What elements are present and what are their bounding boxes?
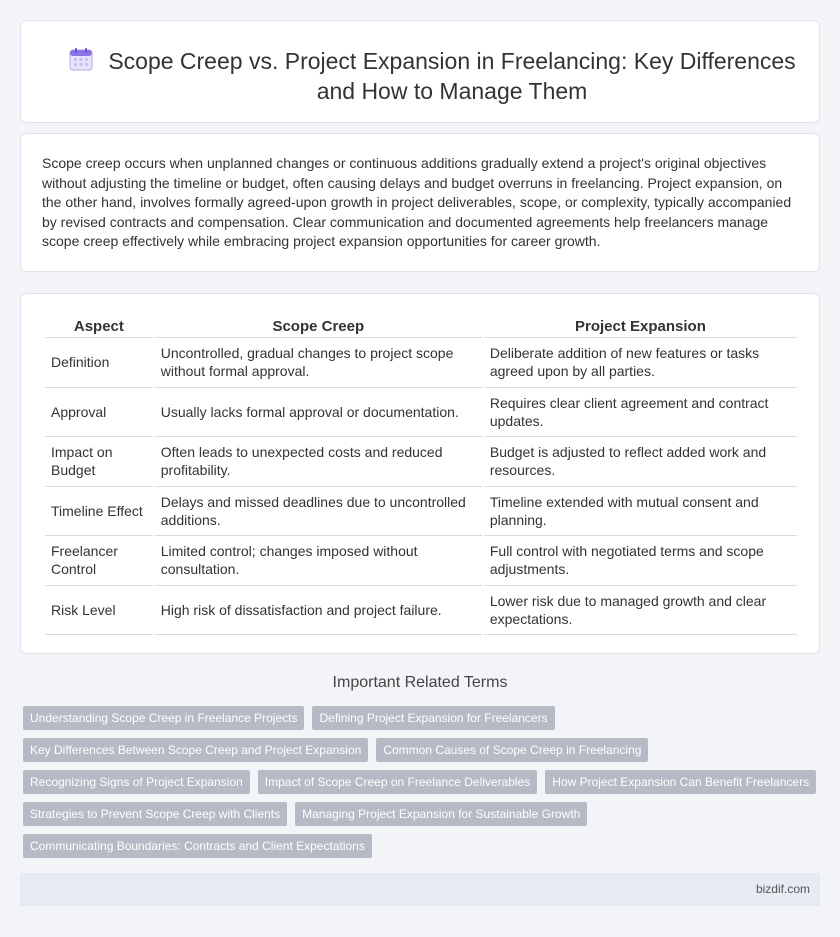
header-scope-creep: Scope Creep [155, 315, 482, 338]
table-row [45, 536, 797, 586]
row-aspect: Freelancer Control [45, 536, 153, 586]
row-scope-creep: Often leads to unexpected costs and reduced profitability. [155, 437, 482, 487]
related-term-tag[interactable]: Communicating Boundaries: Contracts and Client Expectations [23, 834, 372, 858]
row-scope-creep: Uncontrolled, gradual changes to project scope without formal approval. [155, 338, 482, 388]
comparison-table-card [20, 293, 820, 654]
related-term-tag[interactable]: Impact of Scope Creep on Freelance Deliverables [258, 770, 537, 794]
row-aspect: Risk Level [45, 586, 153, 636]
table-row [45, 437, 797, 487]
summary-text: Scope creep occurs when unplanned changes or continuous additions gradually extend a project's original objectives without adjusting the timeline or budget, often causing delays and budget overruns in freelancing. Project expansion, on the other hand, involves formally agreed-upon growth in project deliverables, scope, or complexity, typically accompanied by revised contracts and compensation. Clear communication and documented agreements help freelancers manage scope creep effectively while embracing project expansion opportunities for career growth. [42, 155, 792, 249]
related-term-tag[interactable]: Recognizing Signs of Project Expansion [23, 770, 250, 794]
table-row [45, 338, 797, 388]
summary-card [20, 133, 820, 272]
table-row [45, 487, 797, 537]
row-aspect: Timeline Effect [45, 487, 153, 537]
footer-site-link[interactable]: bizdif.com [755, 882, 810, 896]
related-terms-list [23, 706, 823, 858]
related-term-tag[interactable]: Managing Project Expansion for Sustainable Growth [295, 802, 587, 826]
related-term-tag[interactable]: Strategies to Prevent Scope Creep with Clients [23, 802, 287, 826]
row-project-expansion: Full control with negotiated terms and scope adjustments. [484, 536, 797, 586]
comparison-table [43, 315, 799, 635]
related-term-tag[interactable]: How Project Expansion Can Benefit Freelancers [545, 770, 816, 794]
related-term-tag[interactable]: Defining Project Expansion for Freelancers [312, 706, 554, 730]
row-aspect: Definition [45, 338, 153, 388]
row-project-expansion: Deliberate addition of new features or tasks agreed upon by all parties. [484, 338, 797, 388]
row-project-expansion: Lower risk due to managed growth and clear expectations. [484, 586, 797, 636]
footer [20, 873, 820, 906]
page-title: Scope Creep vs. Project Expansion in Freelancing: Key Differences and How to Manage Them [108, 48, 796, 104]
row-scope-creep: Delays and missed deadlines due to uncontrolled additions. [155, 487, 482, 537]
table-row [45, 586, 797, 636]
row-aspect: Impact on Budget [45, 437, 153, 487]
row-aspect: Approval [45, 388, 153, 438]
table-header-row [45, 315, 797, 338]
header-project-expansion: Project Expansion [484, 315, 797, 338]
table-row [45, 388, 797, 438]
row-scope-creep: Limited control; changes imposed without consultation. [155, 536, 482, 586]
related-term-tag[interactable]: Common Causes of Scope Creep in Freelancing [376, 738, 648, 762]
related-term-tag[interactable]: Understanding Scope Creep in Freelance Projects [23, 706, 304, 730]
calendar-icon [68, 47, 94, 71]
row-scope-creep: Usually lacks formal approval or documentation. [155, 388, 482, 438]
related-terms-title: Important Related Terms [332, 674, 508, 691]
row-scope-creep: High risk of dissatisfaction and project failure. [155, 586, 482, 636]
row-project-expansion: Budget is adjusted to reflect added work and resources. [484, 437, 797, 487]
header-aspect: Aspect [45, 315, 153, 338]
header-card [20, 20, 820, 123]
row-project-expansion: Requires clear client agreement and contract updates. [484, 388, 797, 438]
related-term-tag[interactable]: Key Differences Between Scope Creep and Project Expansion [23, 738, 368, 762]
row-project-expansion: Timeline extended with mutual consent and planning. [484, 487, 797, 537]
